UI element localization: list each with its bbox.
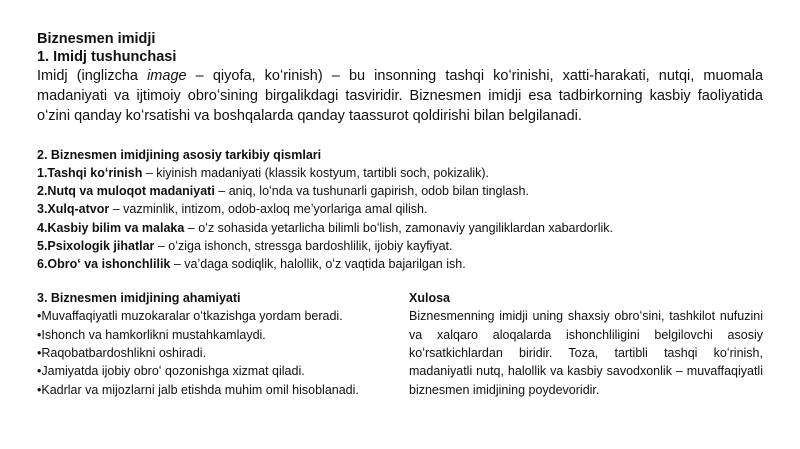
bullet-item: •Muvaffaqiyatli muzokaralar oʻtkazishga yordam beradi.: [37, 309, 343, 324]
bullet-item: •Jamiyatda ijobiy obroʻ qozonishga xizmat qiladi.: [37, 364, 305, 379]
bullet-item: •Raqobatbardoshlikni oshiradi.: [37, 346, 207, 361]
list-item-desc: – vaʼdaga sodiqlik, halollik, oʻz vaqtida bajarilgan ish.: [170, 257, 466, 272]
list-item: [37, 219, 763, 237]
list-item-term: 1.Tashqi koʻrinish: [37, 166, 143, 180]
intro-italic-term: image: [147, 68, 187, 84]
components-list: [37, 164, 763, 273]
two-column-area: [37, 289, 763, 399]
conclusion-heading: Xulosa: [409, 291, 450, 306]
section1-heading: 1. Imidj tushunchasi: [37, 49, 177, 65]
intro-text-start: Imidj (inglizcha: [37, 68, 148, 84]
list-item: [37, 200, 763, 218]
list-item-term: 2.Nutq va muloqot madaniyati: [37, 184, 215, 199]
section1-intro: [37, 66, 763, 126]
list-item-term: 5.Psixologik jihatlar: [37, 238, 155, 253]
intro-text-rest: – qiyofa, koʻrinish) – bu insonning tashqi koʻrinishi, xatti-harakati, nutqi, muomala madaniyati va ijtimoiy obroʻsining birgalikdagi tasviridir. Biznesmen imidji esa tadbirkorning kasbiy faoliyatida oʻzini qanday koʻrsatishi va boshqalarda qanday taassurot qoldirishi bilan belgilanadi.: [37, 68, 764, 124]
section2-heading: 2. Biznesmen imidjining asosiy tarkibiy qismlari: [37, 148, 322, 162]
section3: [37, 289, 391, 399]
list-item-desc: – vazminlik, intizom, odob-axloq meʼyorlariga amal qilish.: [109, 202, 428, 217]
list-item-desc: – oʻziga ishonch, stressga bardoshlilik, ijobiy kayfiyat.: [154, 238, 453, 253]
list-item-desc: – aniq, loʻnda va tushunarli gapirish, odob bilan tinglash.: [214, 184, 529, 199]
list-item: [37, 237, 763, 255]
conclusion-text: Biznesmenning imidji uning shaxsiy obroʻsini, tashkilot nufuzini va xalqaro aloqalarda ishonchliligini belgilovchi asosiy koʻrsatkichlardan biridir. Toza, tartibli tashqi koʻrinish, madaniyatli nutq, halollik va kasbiy savodxonlik – muvaffaqiyatli biznesmen imidjining poydevoridir.: [409, 309, 763, 397]
list-item: [37, 164, 763, 182]
section2: [37, 146, 763, 273]
list-item-desc: – kiyinish madaniyati (klassik kostyum, tartibli soch, pokizalik).: [142, 166, 490, 180]
list-item-term: 4.Kasbiy bilim va malaka: [37, 220, 185, 235]
list-item-desc: – oʻz sohasida yetarlicha bilimli boʻlish, zamonaviy yangiliklardan xabardorlik.: [184, 220, 613, 235]
importance-list: [37, 307, 391, 399]
list-item: [37, 182, 763, 200]
list-item: [37, 255, 763, 273]
section3-heading: 3. Biznesmen imidjining ahamiyati: [37, 291, 241, 306]
list-item-term: 3.Xulq-atvor: [37, 202, 110, 217]
list-item-term: 6.Obroʻ va ishonchlilik: [37, 257, 171, 272]
bullet-item: •Kadrlar va mijozlarni jalb etishda muhim omil hisoblanadi.: [37, 382, 359, 397]
conclusion: [409, 289, 763, 399]
bullet-item: •Ishonch va hamkorlikni mustahkamlaydi.: [37, 327, 266, 342]
document-title: Biznesmen imidji: [37, 31, 156, 47]
